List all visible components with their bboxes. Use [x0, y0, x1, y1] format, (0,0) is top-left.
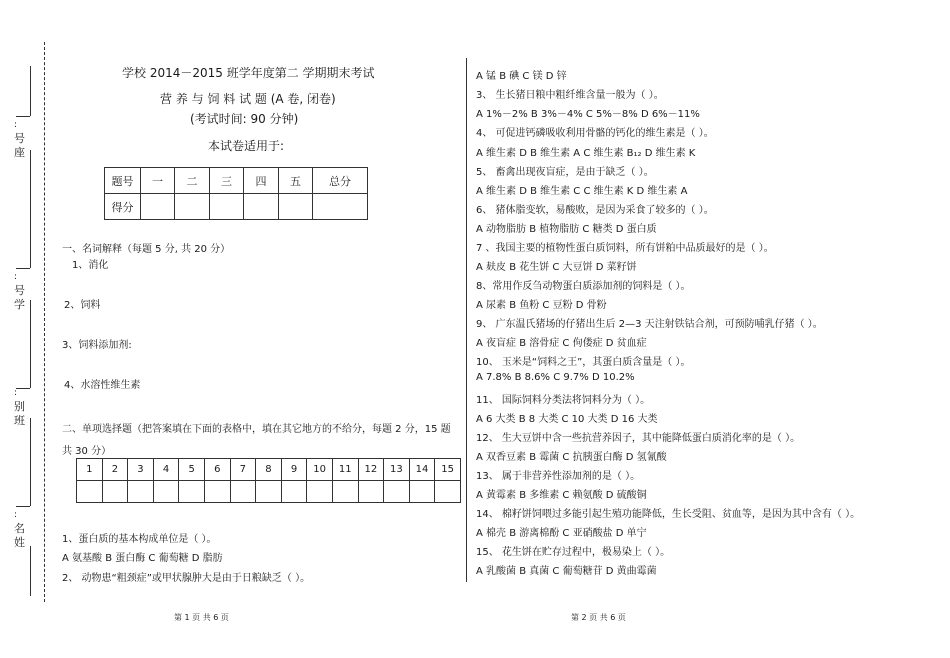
id-char-1: 号 — [14, 284, 25, 297]
answer-number: 13 — [384, 459, 410, 481]
right-line: A 双香豆素 B 霉菌 C 抗胰蛋白酶 D 氢氰酸 — [476, 452, 667, 463]
term-question-2: 2、饲料 — [64, 300, 101, 311]
seat-char-2: 座 — [14, 146, 25, 159]
subject-line: 营 养 与 饲 料 试 题 (A 卷, 闭卷) — [160, 92, 336, 106]
score-cell: 总分 — [313, 168, 368, 194]
answer-number: 8 — [256, 459, 282, 481]
class-label: : 别 班 — [14, 386, 28, 428]
answer-cell[interactable] — [77, 481, 103, 503]
term-question-3: 3、饲料添加剂: — [62, 340, 132, 351]
right-line: 12、 生大豆饼中含一些抗营养因子，其中能降低蛋白质消化率的是（ ）。 — [476, 433, 801, 444]
answer-grid — [76, 458, 461, 503]
answer-cell[interactable] — [409, 481, 435, 503]
seat-number-label: : 号 座 — [14, 118, 28, 160]
seat-char-1: 号 — [14, 132, 25, 145]
score-header-row — [105, 168, 368, 194]
right-line: 13、 属于非营养性添加剂的是（ ）。 — [476, 471, 641, 482]
score-cell: 五 — [279, 168, 313, 194]
id-char-2: 学 — [14, 298, 25, 311]
right-line: 15、 花生饼在贮存过程中，极易染上（ ）。 — [476, 547, 671, 558]
name-label: : 名 姓 — [14, 508, 28, 550]
right-line: A 6 大类 B 8 大类 C 10 大类 D 16 大类 — [476, 414, 658, 425]
right-line: 7 、我国主要的植物性蛋白质饲料，所有饼粕中品质最好的是（ ）。 — [476, 243, 774, 254]
margin-rule-lower — [30, 546, 31, 596]
page-divider — [466, 58, 467, 582]
answer-number: 1 — [77, 459, 103, 481]
question-1-options: A 氨基酸 B 蛋白酶 C 葡萄糖 D 脂肪 — [62, 553, 223, 564]
right-line: A 锰 B 碘 C 镁 D 锌 — [476, 71, 567, 82]
page-footer-right: 第 2 页 共 6 页 — [571, 613, 626, 622]
right-line: 4、 可促进钙磷吸收利用骨骼的钙化的维生素是（ ）。 — [476, 128, 714, 139]
score-table — [104, 167, 368, 220]
answer-number: 6 — [204, 459, 230, 481]
question-2: 2、 动物患“粗颈症”或甲状腺肿大是由于日粮缺乏（ ）。 — [62, 573, 311, 584]
answer-cell[interactable] — [128, 481, 154, 503]
right-line: A 7.8% B 8.6% C 9.7% D 10.2% — [476, 372, 635, 383]
term-question-4: 4、水溶性维生素 — [64, 380, 141, 391]
score-cell — [175, 194, 210, 220]
section1-title: 一、名词解释（每题 5 分, 共 20 分） — [62, 244, 231, 255]
answer-number: 9 — [281, 459, 307, 481]
score-cell: 题号 — [105, 168, 141, 194]
section2-title-cont: 共 30 分） — [62, 446, 112, 457]
margin-rule-mid3 — [30, 418, 31, 506]
answer-number: 5 — [179, 459, 205, 481]
answer-cell[interactable] — [230, 481, 256, 503]
school-line: 学校 2014－2015 班学年度第二 学期期末考试 — [122, 66, 375, 80]
field-line-name — [16, 506, 30, 507]
score-value-row — [105, 194, 368, 220]
answer-cell[interactable] — [153, 481, 179, 503]
right-line: A 动物脂肪 B 植物脂肪 C 糖类 D 蛋白质 — [476, 224, 657, 235]
score-cell — [279, 194, 313, 220]
name-char-2: 姓 — [14, 536, 25, 549]
answer-cell[interactable] — [307, 481, 333, 503]
right-line: 14、 棉籽饼饲喂过多能引起生殖功能降低，生长受阻、贫血等，是因为其中含有（ ）。 — [476, 509, 861, 520]
margin-rule-mid2 — [30, 300, 31, 388]
score-cell — [244, 194, 279, 220]
time-line: (考试时间: 90 分钟) — [190, 112, 299, 126]
margin-rule-mid1 — [30, 150, 31, 268]
answer-number: 7 — [230, 459, 256, 481]
score-cell: 三 — [210, 168, 244, 194]
answer-blank-row — [77, 481, 461, 503]
answer-cell[interactable] — [102, 481, 128, 503]
binding-cut-line — [44, 42, 45, 602]
term-question-1: 1、消化 — [72, 260, 109, 271]
section2-title: 二、单项选择题（把答案填在下面的表格中，填在其它地方的不给分，每题 2 分，15 题 — [62, 424, 451, 435]
class-char-2: 班 — [14, 414, 25, 427]
answer-number: 3 — [128, 459, 154, 481]
right-line: A 麸皮 B 花生饼 C 大豆饼 D 菜籽饼 — [476, 262, 637, 273]
answer-cell[interactable] — [179, 481, 205, 503]
score-cell — [141, 194, 175, 220]
right-line: 9、 广东温氏猪场的仔猪出生后 2—3 天注射铁钴合剂，可预防哺乳仔猪（ ）。 — [476, 319, 823, 330]
score-cell: 得分 — [105, 194, 141, 220]
right-line: A 维生素 D B 维生素 C C 维生素 K D 维生素 A — [476, 186, 688, 197]
answer-cell[interactable] — [256, 481, 282, 503]
field-line-seat — [16, 116, 30, 117]
margin-rule-upper — [30, 66, 31, 116]
score-cell: 二 — [175, 168, 210, 194]
right-line: A 乳酸菌 B 真菌 C 葡萄糖苷 D 黄曲霉菌 — [476, 566, 657, 577]
right-line: A 夜盲症 B 溶骨症 C 佝偻症 D 贫血症 — [476, 338, 647, 349]
right-line: A 棉壳 B 游离棉酚 C 亚硝酸盐 D 单宁 — [476, 528, 647, 539]
right-line: A 维生素 D B 维生素 A C 维生素 B₁₂ D 维生素 K — [476, 148, 696, 159]
right-line: 10、 玉米是“饲料之王”，其蛋白质含量是（ ）。 — [476, 357, 691, 368]
answer-cell[interactable] — [384, 481, 410, 503]
right-line: 11、 国际饲料分类法将饲料分为（ ）。 — [476, 395, 651, 406]
right-line: A 1%－2% B 3%－4% C 5%－8% D 6%－11% — [476, 109, 700, 120]
answer-cell[interactable] — [358, 481, 384, 503]
answer-number-row — [77, 459, 461, 481]
class-char-1: 别 — [14, 400, 25, 413]
answer-cell[interactable] — [435, 481, 461, 503]
field-line-id — [16, 268, 30, 269]
student-id-label: : 号 学 — [14, 270, 28, 312]
question-1: 1、蛋白质的基本构成单位是（ ）。 — [62, 534, 217, 545]
answer-cell[interactable] — [281, 481, 307, 503]
answer-cell[interactable] — [332, 481, 358, 503]
right-line: A 黄霉素 B 多维素 C 赖氨酸 D 硫酸铜 — [476, 490, 647, 501]
score-cell: 一 — [141, 168, 175, 194]
answer-number: 14 — [409, 459, 435, 481]
right-line: 8、常用作反刍动物蛋白质添加剂的饲料是（ ）。 — [476, 281, 691, 292]
score-cell — [210, 194, 244, 220]
answer-number: 11 — [332, 459, 358, 481]
right-line: 6、 猪体脂变软，易酸败，是因为采食了较多的（ ）。 — [476, 205, 714, 216]
answer-number: 4 — [153, 459, 179, 481]
right-line: 5、 畜禽出现夜盲症，是由于缺乏（ ）。 — [476, 167, 654, 178]
score-cell: 四 — [244, 168, 279, 194]
applies-line: 本试卷适用于: — [208, 139, 285, 153]
answer-cell[interactable] — [204, 481, 230, 503]
page-footer-left: 第 1 页 共 6 页 — [174, 613, 229, 622]
score-cell — [313, 194, 368, 220]
answer-number: 2 — [102, 459, 128, 481]
answer-number: 10 — [307, 459, 333, 481]
answer-number: 12 — [358, 459, 384, 481]
right-line: 3、 生长猪日粮中粗纤维含量一般为（ ）。 — [476, 90, 664, 101]
answer-number: 15 — [435, 459, 461, 481]
right-line: A 尿素 B 鱼粉 C 豆粉 D 骨粉 — [476, 300, 607, 311]
name-char-1: 名 — [14, 522, 25, 535]
